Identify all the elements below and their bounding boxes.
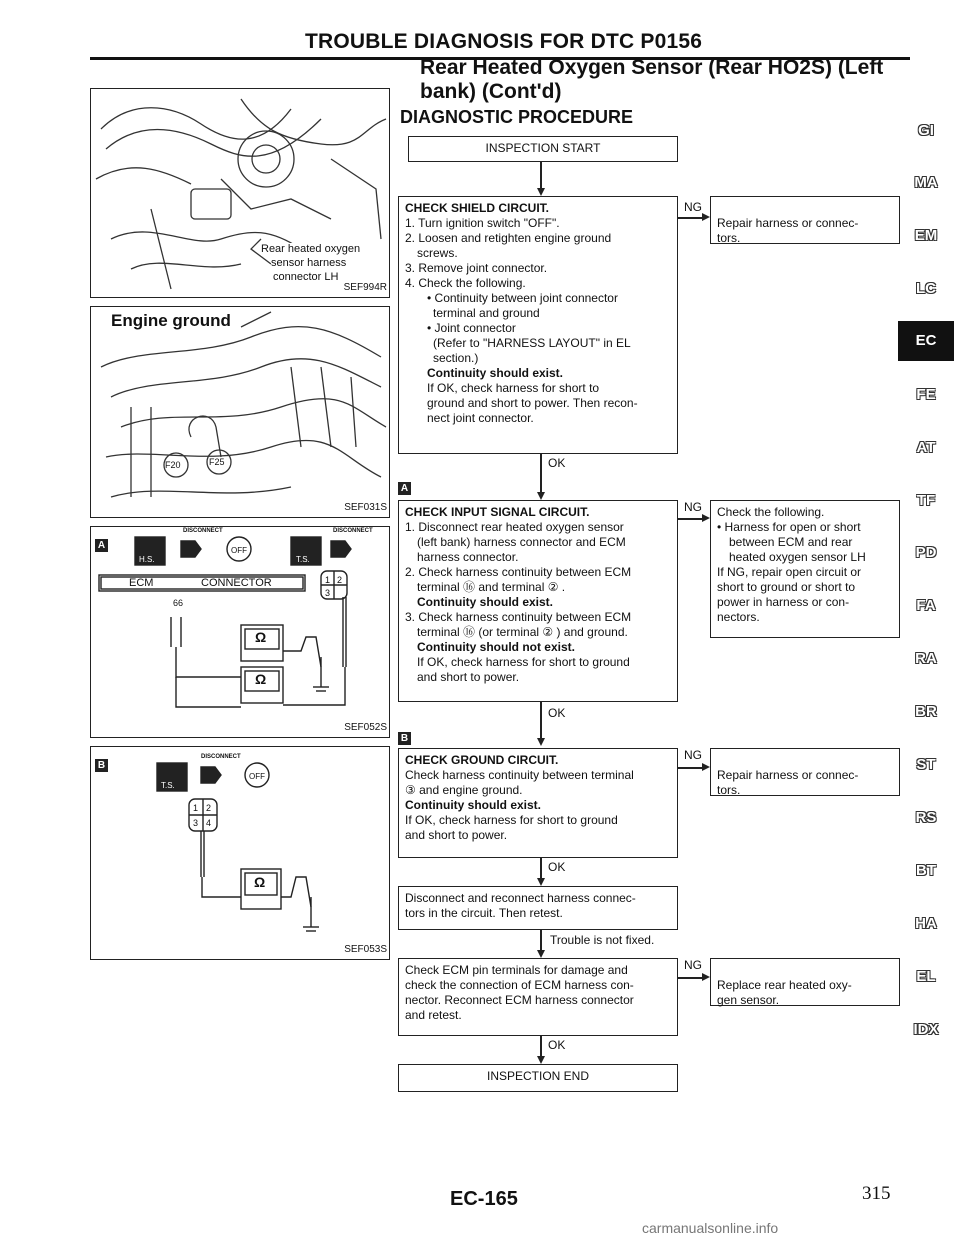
flow-arrow xyxy=(537,188,545,196)
ng-arrow xyxy=(702,973,710,981)
action-line: Check the following. xyxy=(717,505,825,519)
figure-code: SEF053S xyxy=(344,944,387,955)
step-marker-b: B xyxy=(398,732,411,745)
ng-connector xyxy=(678,217,704,219)
tab-ra[interactable]: RA xyxy=(915,650,937,667)
watermark: carmanualsonline.info xyxy=(642,1220,779,1236)
tab-ma[interactable]: MA xyxy=(914,174,938,191)
step-requirement: Continuity should exist. xyxy=(417,595,554,609)
tab-fe[interactable]: FE xyxy=(916,386,936,403)
pin-number-label: 66 xyxy=(173,598,184,608)
figure-marker-b: B xyxy=(95,759,108,772)
flow-connector xyxy=(540,702,542,742)
step-line: If OK, check harness for short to ground xyxy=(405,813,618,827)
flow-arrow xyxy=(537,738,545,746)
action-line: heated oxygen sensor LH xyxy=(729,550,866,564)
tab-gi[interactable]: GI xyxy=(918,122,934,139)
flow-connector xyxy=(540,454,542,496)
step-line: If OK, check harness for short to ground xyxy=(417,655,630,669)
harness-pin-3: 3 xyxy=(193,818,199,828)
step-line: tors in the circuit. Then retest. xyxy=(405,906,563,920)
action-line: If NG, repair open circuit or xyxy=(717,565,862,579)
step-requirement: Continuity should not exist. xyxy=(417,640,575,654)
inspection-start-box: INSPECTION START xyxy=(408,136,678,162)
ng-label: NG xyxy=(684,500,702,514)
step-line: and retest. xyxy=(405,1008,462,1022)
step-line: If OK, check harness for short to xyxy=(427,381,600,395)
tab-tf[interactable]: TF xyxy=(916,492,936,509)
step-line: (left bank) harness connector and ECM xyxy=(417,535,626,549)
harness-pin-1: 1 xyxy=(193,803,199,813)
sensor-label-line2: sensor harness xyxy=(271,257,347,269)
replace-sensor-box xyxy=(710,958,900,1006)
flow-arrow xyxy=(537,492,545,500)
step-line: Disconnect and reconnect harness connec- xyxy=(405,891,636,905)
harness-pin-3: 3 xyxy=(325,588,331,598)
flow-arrow xyxy=(537,950,545,958)
figure-continuity-check-b xyxy=(90,746,390,960)
check-following-box xyxy=(710,500,900,638)
figure-code: SEF994R xyxy=(343,282,387,293)
tab-lc[interactable]: LC xyxy=(916,280,936,297)
tab-bt[interactable]: BT xyxy=(916,862,936,879)
section-title: Rear Heated Oxygen Sensor (Rear HO2S) (Left bank) (Cont'd) xyxy=(420,56,884,103)
step-line: and short to power. xyxy=(417,670,520,684)
step-line: 3. Remove joint connector. xyxy=(405,261,548,275)
check-shield-circuit-box xyxy=(398,196,678,454)
sensor-label-line3: connector LH xyxy=(273,271,339,283)
step-line: 1. Disconnect rear heated oxygen sensor xyxy=(405,520,624,534)
step-line: terminal ⑯ and terminal ② . xyxy=(417,580,566,594)
tab-el[interactable]: EL xyxy=(916,968,936,985)
step-line: check the connection of ECM harness con- xyxy=(405,978,634,992)
figure-continuity-check-a xyxy=(90,526,390,738)
step-line: • Joint connector xyxy=(427,321,516,335)
sensor-label-line1: Rear heated oxygen xyxy=(261,243,361,255)
ng-arrow xyxy=(702,763,710,771)
action-text: Repair harness or connec- tors. xyxy=(717,768,859,797)
ok-label: OK xyxy=(548,1038,566,1052)
ng-label: NG xyxy=(684,958,702,972)
tab-ec[interactable]: EC xyxy=(898,321,954,361)
ecm-label: ECM xyxy=(129,577,154,589)
check-ecm-pin-terminals-box xyxy=(398,958,678,1036)
ts-label: T.S. xyxy=(161,781,175,790)
page-number: 315 xyxy=(862,1183,891,1204)
tab-em[interactable]: EM xyxy=(914,227,938,244)
step-line: 2. Check harness continuity between ECM xyxy=(405,565,632,579)
circuit-diagram-a xyxy=(91,527,390,738)
tab-pd[interactable]: PD xyxy=(915,544,937,561)
harness-pin-2: 2 xyxy=(337,575,343,585)
step-title: CHECK INPUT SIGNAL CIRCUIT. xyxy=(405,505,590,519)
ohm-symbol-2: Ω xyxy=(255,671,267,687)
step-marker-a: A xyxy=(398,482,411,495)
step-line: nect joint connector. xyxy=(427,411,534,425)
step-requirement: Continuity should exist. xyxy=(427,366,564,380)
off-label: OFF xyxy=(231,546,247,555)
ok-label: OK xyxy=(548,860,566,874)
step-title: CHECK SHIELD CIRCUIT. xyxy=(405,201,550,215)
ok-label: OK xyxy=(548,456,566,470)
ng-arrow xyxy=(702,213,710,221)
step-title: CHECK GROUND CIRCUIT. xyxy=(405,753,559,767)
tab-at[interactable]: AT xyxy=(916,439,936,456)
connector-tag-f20: F20 xyxy=(165,460,181,470)
disconnect-label: DISCONNECT xyxy=(201,754,241,760)
tab-st[interactable]: ST xyxy=(916,756,936,773)
ts-label: T.S. xyxy=(296,555,310,564)
step-line: 2. Loosen and retighten engine ground xyxy=(405,231,612,245)
tab-idx[interactable]: IDX xyxy=(913,1021,939,1038)
connector-label: CONNECTOR xyxy=(201,577,272,589)
check-ground-circuit-box xyxy=(398,748,678,858)
ng-label: NG xyxy=(684,200,702,214)
ok-label: OK xyxy=(548,706,566,720)
figure-engine-ground xyxy=(90,306,390,518)
procedure-title: DIAGNOSTIC PROCEDURE xyxy=(400,107,634,127)
repair-harness-box-1 xyxy=(710,196,900,244)
step-line: • Continuity between joint connector xyxy=(427,291,618,305)
inspection-end-box: INSPECTION END xyxy=(398,1064,678,1092)
step-line: terminal ⑯ (or terminal ② ) and ground. xyxy=(417,625,628,639)
step-line: nector. Reconnect ECM harness connector xyxy=(405,993,634,1007)
step-line: 3. Check harness continuity between ECM xyxy=(405,610,632,624)
disconnect-label-1: DISCONNECT xyxy=(183,528,223,534)
action-line: between ECM and rear xyxy=(729,535,853,549)
ng-connector xyxy=(678,767,704,769)
ohm-symbol: Ω xyxy=(254,874,266,890)
action-line: • Harness for open or short xyxy=(717,520,861,534)
step-requirement: Continuity should exist. xyxy=(405,798,542,812)
action-line: power in harness or con- xyxy=(717,595,850,609)
connector-tag-f25: F25 xyxy=(209,457,225,467)
check-input-signal-circuit-box xyxy=(398,500,678,702)
circuit-diagram-b xyxy=(91,747,390,960)
step-line: section.) xyxy=(433,351,479,365)
action-text: Repair harness or connec- tors. xyxy=(717,216,859,245)
step-line: Check ECM pin terminals for damage and xyxy=(405,963,628,977)
hs-label: H.S. xyxy=(139,555,155,564)
figure-sensor-connector xyxy=(90,88,390,298)
tab-rs[interactable]: RS xyxy=(915,809,937,826)
figure-code: SEF052S xyxy=(344,722,387,733)
ng-label: NG xyxy=(684,748,702,762)
tab-ha[interactable]: HA xyxy=(915,915,937,932)
figure-marker-a: A xyxy=(95,539,108,552)
step-line: and short to power. xyxy=(405,828,508,842)
page-code: EC-165 xyxy=(450,1188,518,1210)
ng-connector xyxy=(678,977,704,979)
step-line: ③ and engine ground. xyxy=(405,783,523,797)
tab-br[interactable]: BR xyxy=(915,703,937,720)
step-line: Check harness continuity between terminal xyxy=(405,768,634,782)
harness-pin-4: 4 xyxy=(206,818,212,828)
step-line: ground and short to power. Then recon- xyxy=(427,396,638,410)
step-line: (Refer to "HARNESS LAYOUT" in EL xyxy=(433,336,631,350)
step-line: 1. Turn ignition switch "OFF". xyxy=(405,216,560,230)
action-line: short to ground or short to xyxy=(717,580,856,594)
flow-arrow xyxy=(537,1056,545,1064)
flow-connector xyxy=(540,930,542,952)
flow-arrow xyxy=(537,878,545,886)
harness-pin-2: 2 xyxy=(206,803,212,813)
engine-ground-label: Engine ground xyxy=(111,311,231,330)
step-line: 4. Check the following. xyxy=(405,276,526,290)
ohm-symbol-1: Ω xyxy=(255,629,267,645)
disconnect-reconnect-box xyxy=(398,886,678,930)
tab-fa[interactable]: FA xyxy=(916,597,936,614)
repair-harness-box-2 xyxy=(710,748,900,796)
ng-arrow xyxy=(702,514,710,522)
ng-connector xyxy=(678,518,704,520)
trouble-not-fixed-label: Trouble is not fixed. xyxy=(550,933,655,947)
action-line: nectors. xyxy=(717,610,760,624)
action-text: Replace rear heated oxy- gen sensor. xyxy=(717,978,852,1007)
harness-pin-1: 1 xyxy=(325,575,331,585)
engine-illustration xyxy=(91,307,390,518)
off-label: OFF xyxy=(249,772,265,781)
step-line: screws. xyxy=(417,246,458,260)
figure-code: SEF031S xyxy=(344,502,387,513)
step-line: terminal and ground xyxy=(433,306,540,320)
page-header-title: TROUBLE DIAGNOSIS FOR DTC P0156 xyxy=(305,30,703,53)
step-line: harness connector. xyxy=(417,550,519,564)
disconnect-label-2: DISCONNECT xyxy=(333,528,373,534)
